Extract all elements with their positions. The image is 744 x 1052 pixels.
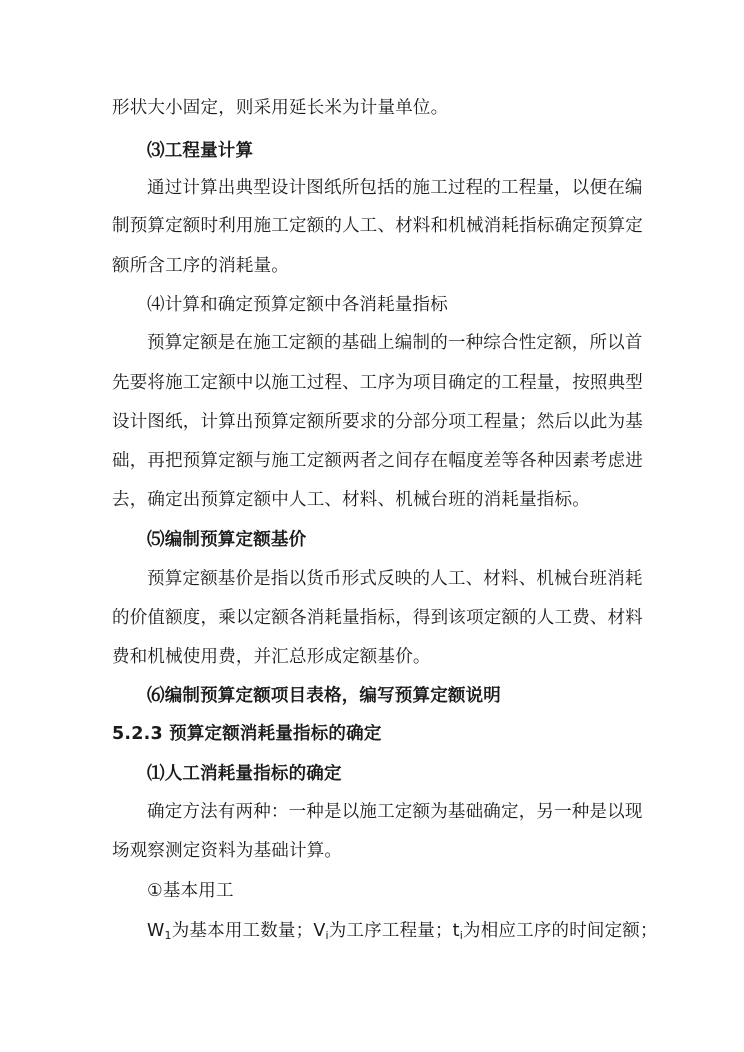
subsection-heading-basic-labor: ①基本用工	[147, 881, 234, 901]
symbol-w: W	[147, 921, 165, 941]
paragraph-line: 通过计算出典型设计图纸所包括的施工过程的工程量，以便在编	[147, 178, 643, 198]
symbol-v-subscript: i	[325, 929, 329, 942]
paragraph-line: 先要将施工定额中以施工过程、工序为项目确定的工程量，按照典型	[112, 373, 643, 393]
paragraph-line: 费和机械使用费，并汇总形成定额基价。	[112, 647, 431, 667]
paragraph-line: 制预算定额时利用施工定额的人工、材料和机械消耗指标确定预算定	[112, 216, 643, 236]
paragraph-line: 设计图纸，计算出预算定额所要求的分部分项工程量；然后以此为基	[112, 412, 643, 432]
formula-description-line	[147, 919, 658, 943]
section-heading-3: ⑶工程量计算	[147, 141, 254, 161]
paragraph-line: 预算定额基价是指以货币形式反映的人工、材料、机械台班消耗	[147, 569, 643, 589]
chapter-heading-5-2-3: 5.2.3 预算定额消耗量指标的确定	[112, 724, 382, 744]
section-heading-1: ⑴人工消耗量指标的确定	[147, 764, 342, 784]
formula-text-2: 为工序工程量；	[328, 921, 453, 941]
paragraph-line: 去，确定出预算定额中人工、材料、机械台班的消耗量指标。	[112, 490, 590, 510]
symbol-v: V	[313, 921, 326, 941]
paragraph-line: 确定方法有两种：一种是以施工定额为基础确定，另一种是以现	[147, 802, 643, 822]
formula-text-1: 为基本用工数量；	[171, 921, 314, 941]
symbol-t: t	[452, 921, 460, 941]
section-heading-5: ⑸编制预算定额基价	[147, 530, 307, 550]
paragraph-line: 场观察测定资料为基础计算。	[112, 841, 343, 861]
symbol-w-subscript: 1	[164, 929, 172, 942]
section-heading-6: ⑹编制预算定额项目表格，编写预算定额说明	[147, 686, 501, 706]
section-heading-4: ⑷计算和确定预算定额中各消耗量指标	[147, 295, 448, 315]
paragraph-line: 额所含工序的消耗量。	[112, 256, 289, 276]
paragraph-line: 预算定额是在施工定额的基础上编制的一种综合性定额，所以首	[147, 333, 643, 353]
formula-text-3: 为相应工序的时间定额；	[463, 921, 658, 941]
paragraph-line: 的价值额度，乘以定额各消耗量指标，得到该项定额的人工费、材料	[112, 608, 643, 628]
paragraph-line: 形状大小固定，则采用延长米为计量单位。	[112, 98, 449, 118]
paragraph-line: 础，再把预算定额与施工定额两者之间存在幅度差等各种因素考虑进	[112, 451, 643, 471]
symbol-t-subscript: i	[459, 929, 463, 942]
